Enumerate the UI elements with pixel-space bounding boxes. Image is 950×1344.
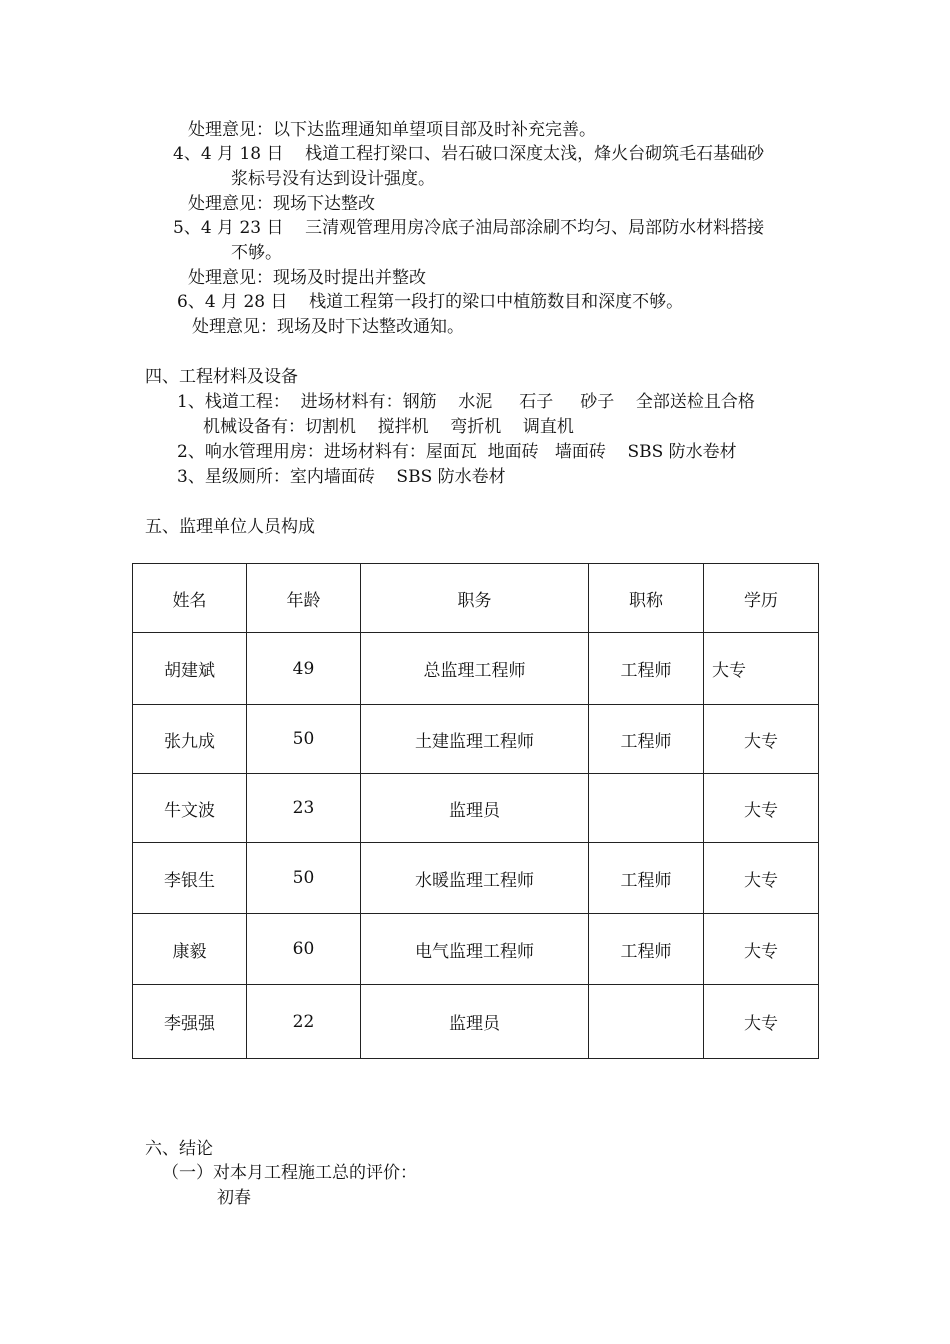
cell-education: 大专 — [704, 914, 819, 985]
cell-name: 李银生 — [133, 843, 247, 914]
issue-4-line2: 浆标号没有达到设计强度。 — [231, 169, 435, 189]
cell-age: 50 — [247, 843, 361, 914]
cell-age: 22 — [247, 985, 361, 1059]
cell-position: 电气监理工程师 — [361, 914, 589, 985]
issue-5-line1: 5、4 月 23 日 三清观管理用房冷底子油局部涂刷不均匀、局部防水材料搭接 — [173, 218, 765, 238]
cell-title: 工程师 — [589, 914, 704, 985]
table-header-row — [133, 564, 819, 633]
cell-name: 牛文波 — [133, 774, 247, 843]
issue-4-line1: 4、4 月 18 日 栈道工程打梁口、岩石破口深度太浅，烽火台砌筑毛石基础砂 — [173, 144, 765, 164]
materials-line-3: 2、响水管理用房：进场材料有：屋面瓦 地面砖 墙面砖 SBS 防水卷材 — [177, 442, 737, 462]
header-age: 年龄 — [247, 564, 361, 633]
issue-4-opinion: 处理意见：现场下达整改 — [188, 194, 375, 214]
issue-6-opinion: 处理意见：现场及时下达整改通知。 — [192, 317, 464, 337]
cell-education: 大专 — [704, 985, 819, 1059]
cell-position: 土建监理工程师 — [361, 705, 589, 774]
issue-1-opinion: 处理意见：以下达监理通知单望项目部及时补充完善。 — [188, 120, 596, 140]
cell-education: 大专 — [704, 843, 819, 914]
section5-heading: 五、监理单位人员构成 — [145, 517, 315, 537]
cell-title — [589, 985, 704, 1059]
table-row — [133, 705, 819, 774]
cell-name: 李强强 — [133, 985, 247, 1059]
issue-5-opinion: 处理意见：现场及时提出并整改 — [188, 268, 426, 288]
section6-subheading: （一）对本月工程施工总的评价： — [162, 1163, 417, 1183]
header-position: 职务 — [361, 564, 589, 633]
cell-position: 总监理工程师 — [361, 633, 589, 705]
header-education: 学历 — [704, 564, 819, 633]
staff-table — [132, 563, 819, 1059]
cell-name: 张九成 — [133, 705, 247, 774]
cell-title: 工程师 — [589, 843, 704, 914]
cell-position: 监理员 — [361, 774, 589, 843]
table-row — [133, 843, 819, 914]
section6-heading: 六、结论 — [145, 1139, 213, 1159]
table-row — [133, 985, 819, 1059]
cell-age: 49 — [247, 633, 361, 705]
cell-position: 监理员 — [361, 985, 589, 1059]
materials-line-4: 3、星级厕所：室内墙面砖 SBS 防水卷材 — [177, 467, 506, 487]
cell-title — [589, 774, 704, 843]
cell-title: 工程师 — [589, 633, 704, 705]
cell-title: 工程师 — [589, 705, 704, 774]
issue-6-line1: 6、4 月 28 日 栈道工程第一段打的梁口中植筋数目和深度不够。 — [177, 292, 684, 312]
table-row — [133, 774, 819, 843]
section4-heading: 四、工程材料及设备 — [145, 367, 298, 387]
table-row — [133, 914, 819, 985]
issue-5-line2: 不够。 — [231, 243, 282, 263]
materials-line-1: 1、栈道工程： 进场材料有：钢筋 水泥 石子 砂子 全部送检且合格 — [177, 392, 755, 412]
cell-position: 水暖监理工程师 — [361, 843, 589, 914]
cell-age: 50 — [247, 705, 361, 774]
cell-education: 大专 — [704, 633, 819, 705]
cell-education: 大专 — [704, 774, 819, 843]
cell-age: 23 — [247, 774, 361, 843]
header-title: 职称 — [589, 564, 704, 633]
table-row — [133, 633, 819, 705]
header-name: 姓名 — [133, 564, 247, 633]
section6-text: 初春 — [217, 1188, 251, 1208]
cell-name: 康毅 — [133, 914, 247, 985]
materials-line-2: 机械设备有：切割机 搅拌机 弯折机 调直机 — [203, 417, 574, 437]
cell-name: 胡建斌 — [133, 633, 247, 705]
cell-age: 60 — [247, 914, 361, 985]
cell-education: 大专 — [704, 705, 819, 774]
